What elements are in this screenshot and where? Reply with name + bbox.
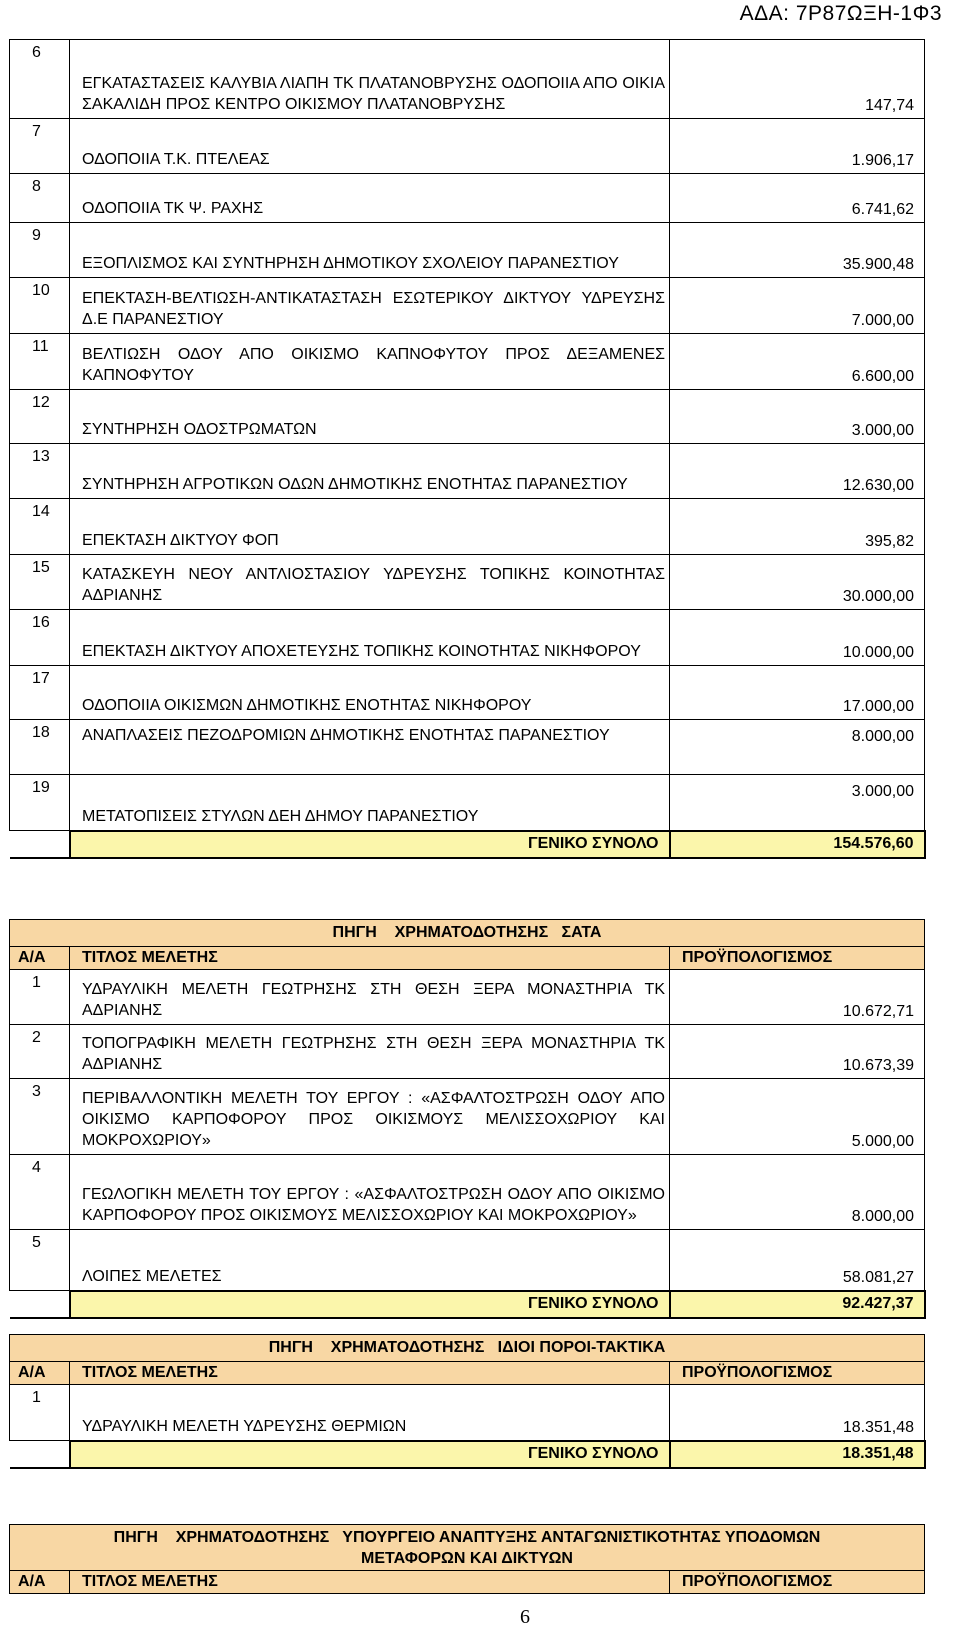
total-value: 154.576,60	[670, 831, 925, 858]
row-title: ΥΔΡΑΥΛΙΚΗ ΜΕΛΕΤΗ ΥΔΡΕΥΣΗΣ ΘΕΡΜΙΩΝ	[82, 1417, 407, 1435]
table-row	[10, 223, 925, 278]
row-title: ΕΠΕΚΤΑΣΗ ΔΙΚΤΥΟΥ ΦΟΠ	[82, 532, 279, 549]
row-title: ΚΑΤΑΣΚΕΥΗ ΝΕΟΥ ΑΝΤΛΙΟΣΤΑΣΙΟΥ ΥΔΡΕΥΣΗΣ ΤΟΠΙΚΗΣ ΚΟΙΝΟΤΗΤΑΣ ΑΔΡΙΑΝΗΣ	[82, 566, 665, 604]
row-number: 19	[10, 775, 70, 831]
row-number: 16	[10, 610, 70, 666]
row-value: 10.673,39	[670, 1025, 925, 1079]
source-row	[10, 1335, 925, 1362]
table-row	[10, 334, 925, 390]
ada-code: ΑΔΑ: 7Ρ87ΩΞΗ-1Φ3	[739, 2, 942, 25]
row-title: ΛΟΙΠΕΣ ΜΕΛΕΤΕΣ	[82, 1267, 222, 1285]
row-title-cell	[70, 499, 670, 555]
col-aa: Α/Α	[10, 1571, 70, 1594]
row-value: 18.351,48	[670, 1385, 925, 1441]
table-row	[10, 40, 925, 119]
row-title-cell	[70, 720, 670, 775]
table-row	[10, 390, 925, 444]
row-title: ΤΟΠΟΓΡΑΦΙΚΗ ΜΕΛΕΤΗ ΓΕΩΤΡΗΣΗΣ ΣΤΗ ΘΕΣΗ ΞΕΡΑ ΜΟΝΑΣΤΗΡΙΑ ΤΚ ΑΔΡΙΑΝΗΣ	[82, 1035, 665, 1073]
row-value: 8.000,00	[670, 720, 925, 775]
row-value: 147,74	[670, 40, 925, 119]
row-title-cell	[70, 334, 670, 390]
row-title-cell	[70, 278, 670, 334]
source-line-2: ΜΕΤΑΦΟΡΩΝ ΚΑΙ ΔΙΚΤΥΩΝ	[361, 1549, 573, 1567]
row-number: 15	[10, 555, 70, 610]
row-value: 10.672,71	[670, 970, 925, 1025]
row-value: 17.000,00	[670, 666, 925, 720]
table-row	[10, 444, 925, 499]
row-title-cell	[70, 174, 670, 223]
row-title-cell	[70, 119, 670, 174]
row-value: 6.600,00	[670, 334, 925, 390]
row-value: 6.741,62	[670, 174, 925, 223]
row-value: 1.906,17	[670, 119, 925, 174]
row-title: ΣΥΝΤΗΡΗΣΗ ΟΔΟΣΤΡΩΜΑΤΩΝ	[82, 421, 317, 438]
table-row	[10, 119, 925, 174]
source-title: ΠΗΓΗ ΧΡΗΜΑΤΟΔΟΤΗΣΗΣ ΣΑΤΑ	[10, 920, 925, 947]
row-number: 1	[10, 970, 70, 1025]
source-title: ΠΗΓΗ ΧΡΗΜΑΤΟΔΟΤΗΣΗΣ ΙΔΙΟΙ ΠΟΡΟΙ-ΤΑΚΤΙΚΑ	[10, 1335, 925, 1362]
header-row	[10, 1362, 925, 1385]
row-title: ΟΔΟΠΟΙΙΑ ΤΚ Ψ. ΡΑΧΗΣ	[82, 200, 264, 217]
empty-cell	[10, 1291, 70, 1318]
total-row	[10, 831, 925, 858]
col-budget: ΠΡΟΫΠΟΛΟΓΙΣΜΟΣ	[670, 1362, 925, 1385]
table-row	[10, 1079, 925, 1155]
table-row	[10, 1230, 925, 1291]
row-title: ΕΓΚΑΤΑΣΤΑΣΕΙΣ ΚΑΛΥΒΙΑ ΛΙΑΠΗ ΤΚ ΠΛΑΤΑΝΟΒΡΥΣΗΣ ΟΔΟΠΟΙΙΑ ΑΠΟ ΟΙΚΙΑ ΣΑΚΑΛΙΔΗ ΠΡΟΣ ΚΕΝΤΡΟ ΟΙΚΙΣΜΟΥ ΠΛΑΤΑΝΟΒΡΥΣΗΣ	[82, 75, 665, 113]
total-row	[10, 1291, 925, 1318]
page-number: 6	[520, 1606, 530, 1628]
header-row	[10, 1571, 925, 1594]
table-row	[10, 610, 925, 666]
col-title: ΤΙΤΛΟΣ ΜΕΛΕΤΗΣ	[70, 1571, 670, 1594]
row-title: ΕΠΕΚΤΑΣΗ-ΒΕΛΤΙΩΣΗ-ΑΝΤΙΚΑΤΑΣΤΑΣΗ ΕΣΩΤΕΡΙΚΟΥ ΔΙΚΤΥΟΥ ΥΔΡΕΥΣΗΣ Δ.Ε ΠΑΡΑΝΕΣΤΙΟΥ	[82, 290, 665, 328]
row-title-cell	[70, 555, 670, 610]
row-number: 10	[10, 278, 70, 334]
table-row	[10, 278, 925, 334]
table-row	[10, 775, 925, 831]
empty-cell	[10, 1441, 70, 1468]
row-value: 8.000,00	[670, 1155, 925, 1230]
source-row	[10, 1525, 925, 1571]
row-title: ΜΕΤΑΤΟΠΙΣΕΙΣ ΣΤΥΛΩΝ ΔΕΗ ΔΗΜΟΥ ΠΑΡΑΝΕΣΤΙΟΥ	[82, 807, 479, 825]
source-row	[10, 920, 925, 947]
row-number: 5	[10, 1230, 70, 1291]
table-row	[10, 720, 925, 775]
row-number: 12	[10, 390, 70, 444]
row-value: 58.081,27	[670, 1230, 925, 1291]
row-value: 395,82	[670, 499, 925, 555]
row-title: ΣΥΝΤΗΡΗΣΗ ΑΓΡΟΤΙΚΩΝ ΟΔΩΝ ΔΗΜΟΤΙΚΗΣ ΕΝΟΤΗΤΑΣ ΠΑΡΑΝΕΣΤΙΟΥ	[82, 476, 628, 493]
row-number: 17	[10, 666, 70, 720]
total-value: 92.427,37	[670, 1291, 925, 1318]
row-value: 7.000,00	[670, 278, 925, 334]
row-title: ΟΔΟΠΟΙΙΑ Τ.Κ. ΠΤΕΛΕΑΣ	[82, 151, 270, 168]
row-number: 11	[10, 334, 70, 390]
source-line-1: ΠΗΓΗ ΧΡΗΜΑΤΟΔΟΤΗΣΗΣ ΥΠΟΥΡΓΕΙΟ ΑΝΑΠΤΥΞΗΣ ΑΝΤΑΓΩΝΙΣΤΙΚΟΤΗΤΑΣ ΥΠΟΔΟΜΩΝ	[113, 1528, 821, 1546]
row-number: 3	[10, 1079, 70, 1155]
table-row	[10, 1155, 925, 1230]
source-title	[10, 1525, 925, 1571]
row-title-cell	[70, 1155, 670, 1230]
total-label: ΓΕΝΙΚΟ ΣΥΝΟΛΟ	[70, 831, 670, 858]
row-title: ΟΔΟΠΟΙΙΑ ΟΙΚΙΣΜΩΝ ΔΗΜΟΤΙΚΗΣ ΕΝΟΤΗΤΑΣ ΝΙΚΗΦΟΡΟΥ	[82, 697, 532, 714]
row-title: ΥΔΡΑΥΛΙΚΗ ΜΕΛΕΤΗ ΓΕΩΤΡΗΣΗΣ ΣΤΗ ΘΕΣΗ ΞΕΡΑ ΜΟΝΑΣΤΗΡΙΑ ΤΚ ΑΔΡΙΑΝΗΣ	[82, 981, 665, 1019]
row-title-cell	[70, 666, 670, 720]
col-title: ΤΙΤΛΟΣ ΜΕΛΕΤΗΣ	[70, 1362, 670, 1385]
sata-studies-table	[9, 919, 926, 1319]
row-title-cell	[70, 1025, 670, 1079]
table-row	[10, 1385, 925, 1441]
row-title-cell	[70, 1385, 670, 1441]
row-number: 2	[10, 1025, 70, 1079]
total-row	[10, 1441, 925, 1468]
projects-table	[9, 39, 926, 859]
row-title-cell	[70, 775, 670, 831]
row-title-cell	[70, 390, 670, 444]
table-row	[10, 499, 925, 555]
row-value: 35.900,48	[670, 223, 925, 278]
table-row	[10, 174, 925, 223]
own-resources-table	[9, 1334, 926, 1469]
row-title-cell	[70, 444, 670, 499]
row-title: ΓΕΩΛΟΓΙΚΗ ΜΕΛΕΤΗ ΤΟΥ ΕΡΓΟΥ : «ΑΣΦΑΛΤΟΣΤΡΩΣΗ ΟΔΟΥ ΑΠΟ ΟΙΚΙΣΜΟ ΚΑΡΠΟΦΟΡΟΥ ΠΡΟΣ ΟΙΚΙΣΜΟΥΣ ΜΕΛΙΣΣΟΧΩΡΙΟΥ ΚΑΙ ΜΟΚΡΟΧΩΡΙΟΥ»	[82, 1186, 665, 1224]
row-title-cell	[70, 1079, 670, 1155]
row-number: 8	[10, 174, 70, 223]
col-budget: ΠΡΟΫΠΟΛΟΓΙΣΜΟΣ	[670, 947, 925, 970]
row-number: 9	[10, 223, 70, 278]
row-number: 7	[10, 119, 70, 174]
ministry-table	[9, 1524, 925, 1594]
row-title-cell	[70, 40, 670, 119]
col-title: ΤΙΤΛΟΣ ΜΕΛΕΤΗΣ	[70, 947, 670, 970]
col-budget: ΠΡΟΫΠΟΛΟΓΙΣΜΟΣ	[670, 1571, 925, 1594]
row-value: 3.000,00	[670, 390, 925, 444]
row-title: ΕΞΟΠΛΙΣΜΟΣ ΚΑΙ ΣΥΝΤΗΡΗΣΗ ΔΗΜΟΤΙΚΟΥ ΣΧΟΛΕΙΟΥ ΠΑΡΑΝΕΣΤΙΟΥ	[82, 255, 619, 272]
table-row	[10, 970, 925, 1025]
empty-cell	[10, 831, 70, 858]
row-title-cell	[70, 1230, 670, 1291]
row-value: 30.000,00	[670, 555, 925, 610]
col-aa: Α/Α	[10, 1362, 70, 1385]
row-number: 13	[10, 444, 70, 499]
row-value: 10.000,00	[670, 610, 925, 666]
col-aa: Α/Α	[10, 947, 70, 970]
table-row	[10, 1025, 925, 1079]
row-number: 14	[10, 499, 70, 555]
row-title: ΒΕΛΤΙΩΣΗ ΟΔΟΥ ΑΠΟ ΟΙΚΙΣΜΟ ΚΑΠΝΟΦΥΤΟΥ ΠΡΟΣ ΔΕΞΑΜΕΝΕΣ ΚΑΠΝΟΦΥΤΟΥ	[82, 346, 665, 384]
row-title-cell	[70, 223, 670, 278]
table-row	[10, 666, 925, 720]
total-label: ΓΕΝΙΚΟ ΣΥΝΟΛΟ	[70, 1291, 670, 1318]
row-number: 6	[10, 40, 70, 119]
header-row	[10, 947, 925, 970]
row-number: 4	[10, 1155, 70, 1230]
total-label: ΓΕΝΙΚΟ ΣΥΝΟΛΟ	[70, 1441, 670, 1468]
row-title-cell	[70, 610, 670, 666]
row-value: 3.000,00	[670, 775, 925, 831]
row-value: 5.000,00	[670, 1079, 925, 1155]
total-value: 18.351,48	[670, 1441, 925, 1468]
row-number: 18	[10, 720, 70, 775]
row-value: 12.630,00	[670, 444, 925, 499]
row-title: ΠΕΡΙΒΑΛΛΟΝΤΙΚΗ ΜΕΛΕΤΗ ΤΟΥ ΕΡΓΟΥ : «ΑΣΦΑΛΤΟΣΤΡΩΣΗ ΟΔΟΥ ΑΠΟ ΟΙΚΙΣΜΟ ΚΑΡΠΟΦΟΡΟΥ ΠΡΟΣ ΟΙΚΙΣΜΟΥΣ ΜΕΛΙΣΣΟΧΩΡΙΟΥ ΚΑΙ ΜΟΚΡΟΧΩΡΙΟΥ»	[82, 1090, 665, 1149]
row-title: ΑΝΑΠΛΑΣΕΙΣ ΠΕΖΟΔΡΟΜΙΩΝ ΔΗΜΟΤΙΚΗΣ ΕΝΟΤΗΤΑΣ ΠΑΡΑΝΕΣΤΙΟΥ	[82, 727, 610, 744]
table-row	[10, 555, 925, 610]
row-title: ΕΠΕΚΤΑΣΗ ΔΙΚΤΥΟΥ ΑΠΟΧΕΤΕΥΣΗΣ ΤΟΠΙΚΗΣ ΚΟΙΝΟΤΗΤΑΣ ΝΙΚΗΦΟΡΟΥ	[82, 643, 641, 660]
row-title-cell	[70, 970, 670, 1025]
row-number: 1	[10, 1385, 70, 1441]
